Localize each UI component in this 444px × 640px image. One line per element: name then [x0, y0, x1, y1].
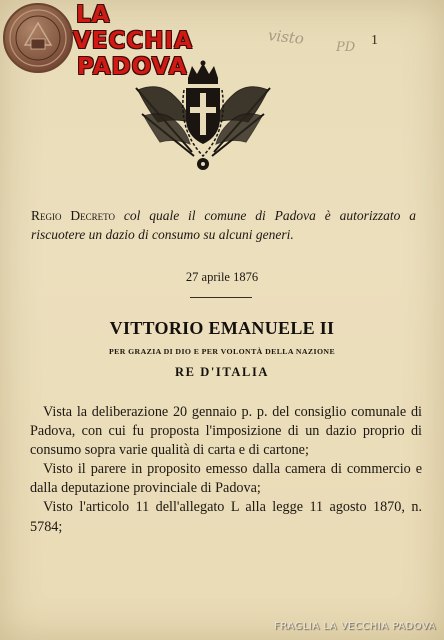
decree-lead: Regio Decreto: [31, 208, 115, 223]
logo-line-3: PADOVA: [77, 54, 188, 80]
body-paragraph-2: Visto il parere in proposito emesso dalla camera di commercio e dalla deputazione provinciale di Padova;: [30, 461, 422, 497]
sovereign-name: VITTORIO EMANUELE II: [109, 318, 335, 338]
page-number: 1: [371, 33, 378, 48]
logo-line-2: VECCHIA: [73, 28, 193, 54]
body-paragraph-3: Visto l'articolo 11 dell'allegato L alla legge 11 agosto 1870, n. 5784;: [30, 499, 422, 535]
watermark-footer: FRAGLIA LA VECCHIA PADOVA: [274, 621, 436, 632]
decree-date: 27 aprile 1876: [185, 270, 259, 284]
body-paragraph-1: Vista la deliberazione 20 gennaio p. p. del consiglio comunale di Padova, con cui fu proposta l'imposizione di un dazio proprio di consumo sopra varie qualità di carta e di cartone;: [30, 404, 422, 459]
wax-seal-logo-icon: [3, 3, 73, 73]
pencil-annotation-2: PD: [336, 40, 356, 55]
decree-subject: col quale il comune di Padova è autorizzato a riscuotere un dazio di consumo su alcuni generi.: [31, 208, 416, 242]
decree-body: [30, 403, 422, 537]
decree-heading: [31, 206, 416, 244]
divider: [190, 297, 252, 298]
sovereign-title: RE D'ITALIA: [174, 365, 270, 379]
sovereign-grace: PER GRAZIA DI DIO E PER VOLONTÀ DELLA NAZIONE: [108, 347, 336, 356]
pencil-annotation: visto: [267, 26, 305, 48]
logo-line-1: LA: [76, 2, 111, 28]
savoy-coat-of-arms-icon: [128, 60, 278, 190]
